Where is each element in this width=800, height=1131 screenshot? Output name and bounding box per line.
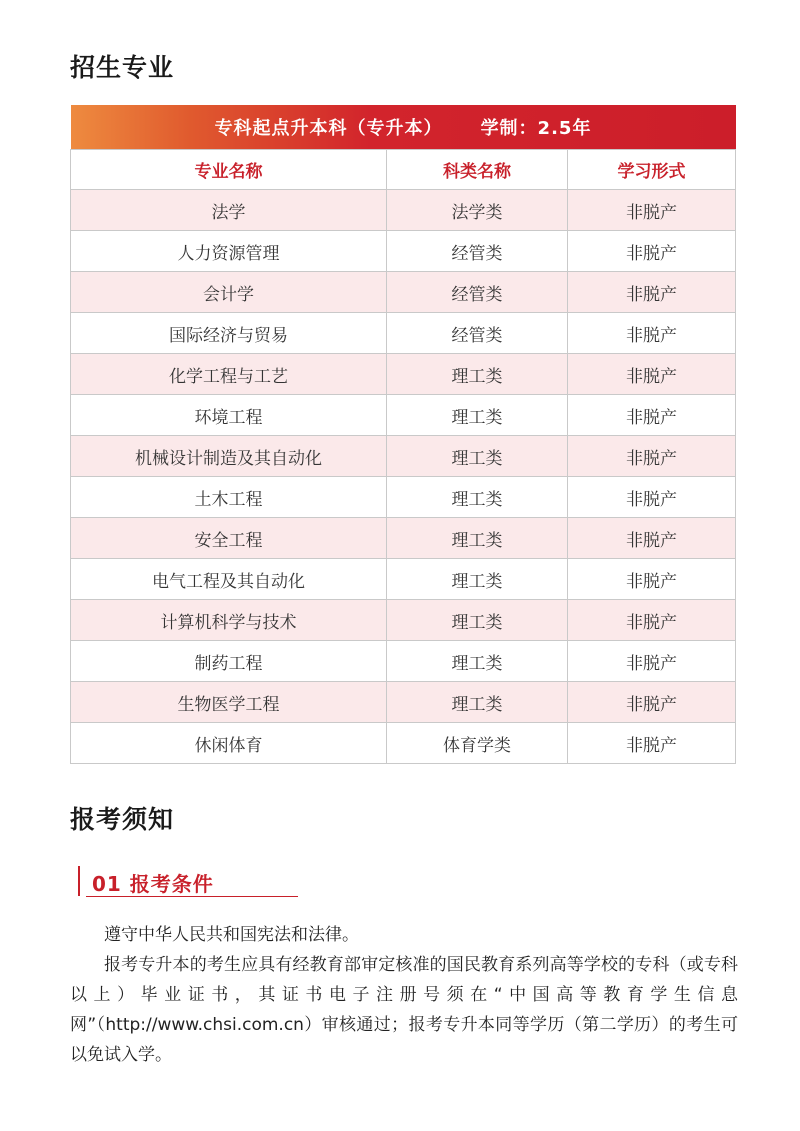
cell-major: 电气工程及其自动化	[71, 559, 387, 600]
cell-study-mode: 非脱产	[568, 395, 736, 436]
cell-major: 化学工程与工艺	[71, 354, 387, 395]
cell-study-mode: 非脱产	[568, 559, 736, 600]
cell-category: 理工类	[387, 395, 568, 436]
cell-category: 经管类	[387, 231, 568, 272]
table-row	[71, 600, 736, 641]
cell-study-mode: 非脱产	[568, 190, 736, 231]
table-row	[71, 272, 736, 313]
section-title-majors: 招生专业	[70, 53, 175, 82]
cell-major: 生物医学工程	[71, 682, 387, 723]
column-header-category: 科类名称	[387, 150, 568, 190]
cell-major: 环境工程	[71, 395, 387, 436]
cell-major: 计算机科学与技术	[71, 600, 387, 641]
requirements-text	[70, 920, 738, 1070]
cell-study-mode: 非脱产	[568, 436, 736, 477]
table-row	[71, 190, 736, 231]
table-row	[71, 395, 736, 436]
program-duration: 学制：2.5年	[480, 118, 592, 139]
cell-category: 法学类	[387, 190, 568, 231]
paragraph: 遵守中华人民共和国宪法和法律。	[104, 925, 359, 945]
cell-category: 经管类	[387, 313, 568, 354]
section-title-notice: 报考须知	[70, 805, 175, 834]
cell-major: 制药工程	[71, 641, 387, 682]
cell-study-mode: 非脱产	[568, 313, 736, 354]
cell-category: 理工类	[387, 436, 568, 477]
cell-study-mode: 非脱产	[568, 518, 736, 559]
cell-category: 理工类	[387, 600, 568, 641]
cell-study-mode: 非脱产	[568, 272, 736, 313]
table-row	[71, 518, 736, 559]
cell-category: 理工类	[387, 682, 568, 723]
cell-major: 安全工程	[71, 518, 387, 559]
cell-study-mode: 非脱产	[568, 354, 736, 395]
cell-category: 理工类	[387, 477, 568, 518]
cell-category: 理工类	[387, 518, 568, 559]
subsection-label: 01 报考条件	[92, 872, 214, 896]
cell-major: 会计学	[71, 272, 387, 313]
table-banner	[71, 105, 736, 150]
cell-major: 国际经济与贸易	[71, 313, 387, 354]
table-row	[71, 641, 736, 682]
column-header-major: 专业名称	[71, 150, 387, 190]
cell-study-mode: 非脱产	[568, 682, 736, 723]
table-row	[71, 354, 736, 395]
cell-study-mode: 非脱产	[568, 723, 736, 764]
cell-major: 法学	[71, 190, 387, 231]
table-row	[71, 477, 736, 518]
heading-underline	[86, 896, 298, 897]
cell-study-mode: 非脱产	[568, 477, 736, 518]
cell-major: 机械设计制造及其自动化	[71, 436, 387, 477]
cell-major: 土木工程	[71, 477, 387, 518]
table-row	[71, 436, 736, 477]
table-header-row	[71, 150, 736, 190]
cell-category: 体育学类	[387, 723, 568, 764]
program-type: 专科起点升本科（专升本）	[214, 118, 443, 139]
paragraph: 报考专升本的考生应具有经教育部审定核准的国民教育系列高等学校的专科（或专科以上）毕业证书，其证书电子注册号须在“中国高等教育学生信息网”（http://www.chsi.com.cn）审核通过；报考专升本同等学历（第二学历）的考生可以免试入学。	[70, 955, 738, 1065]
cell-study-mode: 非脱产	[568, 641, 736, 682]
table-banner-cell	[71, 105, 736, 150]
table-row	[71, 231, 736, 272]
table-row	[71, 559, 736, 600]
cell-category: 理工类	[387, 354, 568, 395]
column-header-study-mode: 学习形式	[568, 150, 736, 190]
cell-major: 休闲体育	[71, 723, 387, 764]
subsection-heading	[78, 858, 278, 898]
cell-category: 理工类	[387, 641, 568, 682]
table-row	[71, 313, 736, 354]
cell-study-mode: 非脱产	[568, 600, 736, 641]
table-row	[71, 723, 736, 764]
majors-table	[70, 105, 736, 764]
cell-category: 经管类	[387, 272, 568, 313]
table-row	[71, 682, 736, 723]
cell-category: 理工类	[387, 559, 568, 600]
cell-study-mode: 非脱产	[568, 231, 736, 272]
cell-major: 人力资源管理	[71, 231, 387, 272]
heading-accent-bar	[78, 866, 80, 896]
